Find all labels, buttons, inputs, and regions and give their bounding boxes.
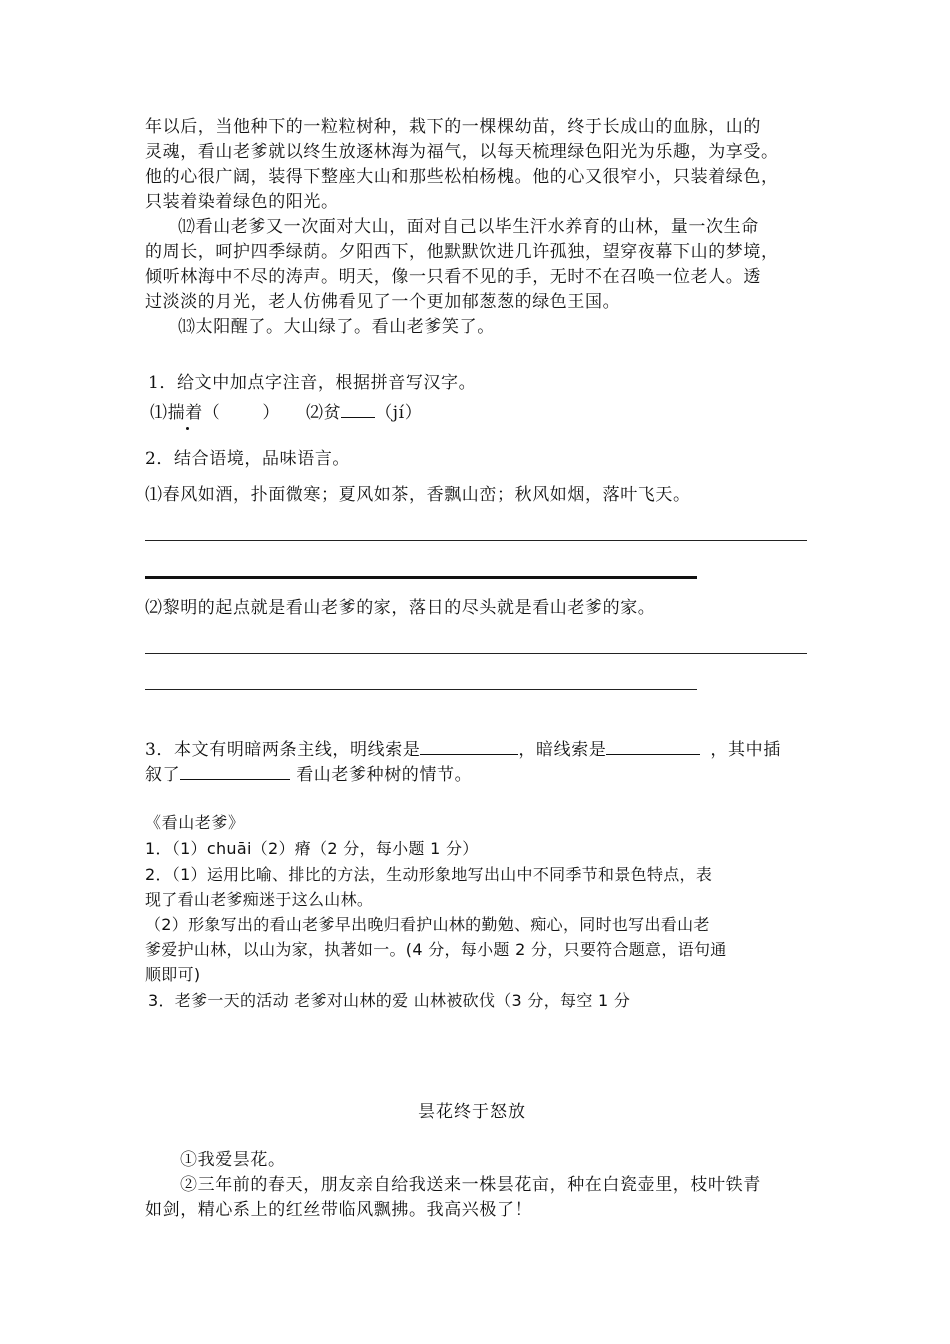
question-1b xyxy=(306,400,422,426)
question-1a xyxy=(150,400,280,426)
answer-blank[interactable] xyxy=(606,738,700,755)
passage-line: 年以后，当他种下的一粒粒树种，栽下的一棵棵幼苗，终于长成山的血脉，山的 xyxy=(145,117,761,137)
question-2-2: ⑵黎明的起点就是看山老爹的家，落日的尽头就是看山老爹的家。 xyxy=(145,598,656,618)
answer-2-line: 2．（1）运用比喻、排比的方法，生动形象地写出山中不同季节和景色特点，表 xyxy=(145,865,713,884)
passage-2-line: 如剑，精心系上的红丝带临风飘拂。我高兴极了！ xyxy=(145,1200,533,1220)
answer-blank[interactable] xyxy=(420,738,518,755)
answer-1: 1．（1）chuāi（2）瘠（2 分，每小题 1 分） xyxy=(145,839,479,858)
passage-line: 倾听林海中不尽的涛声。明天，像一只看不见的手，无时不在召唤一位老人。透 xyxy=(145,267,761,287)
question-3-text: 叙了 xyxy=(145,765,181,785)
answer-line[interactable] xyxy=(145,576,697,579)
answer-blank[interactable] xyxy=(180,763,290,780)
answer-2-line: 爹爱护山林，以山为家，执著如一。(4 分，每小题 2 分，只要符合题意，语句通 xyxy=(145,940,727,959)
passage-2-title: 昙花终于怒放 xyxy=(418,1102,526,1122)
answers-title: 《看山老爹》 xyxy=(145,813,245,832)
question-1a-suffix: ） xyxy=(262,403,281,423)
question-3-text: 3．本文有明暗两条主线，明线索是 xyxy=(145,740,421,760)
passage-line: 过淡淡的月光，老人仿佛看见了一个更加郁葱葱的绿色王国。 xyxy=(145,292,621,312)
answer-line[interactable] xyxy=(145,689,697,690)
question-1a-prefix: ⑴揣着（ xyxy=(150,403,221,423)
passage-line: 的周长，呵护四季绿荫。夕阳西下，他默默饮进几许孤独，望穿夜幕下山的梦境， xyxy=(145,242,779,262)
question-3-line2 xyxy=(145,762,472,788)
passage-line: 灵魂，看山老爹就以终生放逐林海为福气，以每天梳理绿色阳光为乐趣，为享受。 xyxy=(145,142,779,162)
question-1b-prefix: ⑵贫 xyxy=(306,403,342,423)
question-3-line1 xyxy=(145,737,781,763)
passage-line: 只装着染着绿色的阳光。 xyxy=(145,192,339,212)
question-1-title: 1．给文中加点字注音，根据拼音写汉字。 xyxy=(148,373,477,393)
emphasis-dot xyxy=(186,427,189,430)
question-3-text: 看山老爹种树的情节。 xyxy=(296,765,473,785)
answer-2-line: 顺即可) xyxy=(145,965,201,984)
passage-line: ⑿看山老爹又一次面对大山，面对自己以毕生汗水养育的山林，量一次生命 xyxy=(178,217,759,237)
question-1b-suffix: （jí） xyxy=(375,403,423,423)
answer-blank[interactable] xyxy=(341,401,375,418)
question-3-text: ，暗线索是 xyxy=(518,740,607,760)
passage-2-line: ②三年前的春天，朋友亲自给我送来一株昙花亩，种在白瓷壶里，枝叶铁青 xyxy=(180,1175,761,1195)
question-2-1: ⑴春风如酒，扑面微寒；夏风如茶，香飘山峦；秋风如烟，落叶飞天。 xyxy=(145,485,691,505)
answer-line[interactable] xyxy=(145,540,807,541)
passage-line: 他的心很广阔，装得下整座大山和那些松柏杨槐。他的心又很窄小，只装着绿色， xyxy=(145,167,779,187)
question-2-title: 2．结合语境，品味语言。 xyxy=(145,449,351,469)
answer-3: 3．老爹一天的活动 老爹对山林的爱 山林被砍伐（3 分，每空 1 分 xyxy=(148,991,631,1010)
answer-2-line: 现了看山老爹痴迷于这么山林。 xyxy=(145,890,374,909)
question-3-text: ，其中插 xyxy=(710,740,781,760)
passage-line: ⒀太阳醒了。大山绿了。看山老爹笑了。 xyxy=(178,317,495,337)
answer-2-line: （2）形象写出的看山老爹早出晚归看护山林的勤勉、痴心，同时也写出看山老 xyxy=(145,915,710,934)
answer-line[interactable] xyxy=(145,653,807,654)
passage-2-paragraph-1: ①我爱昙花。 xyxy=(180,1150,286,1170)
